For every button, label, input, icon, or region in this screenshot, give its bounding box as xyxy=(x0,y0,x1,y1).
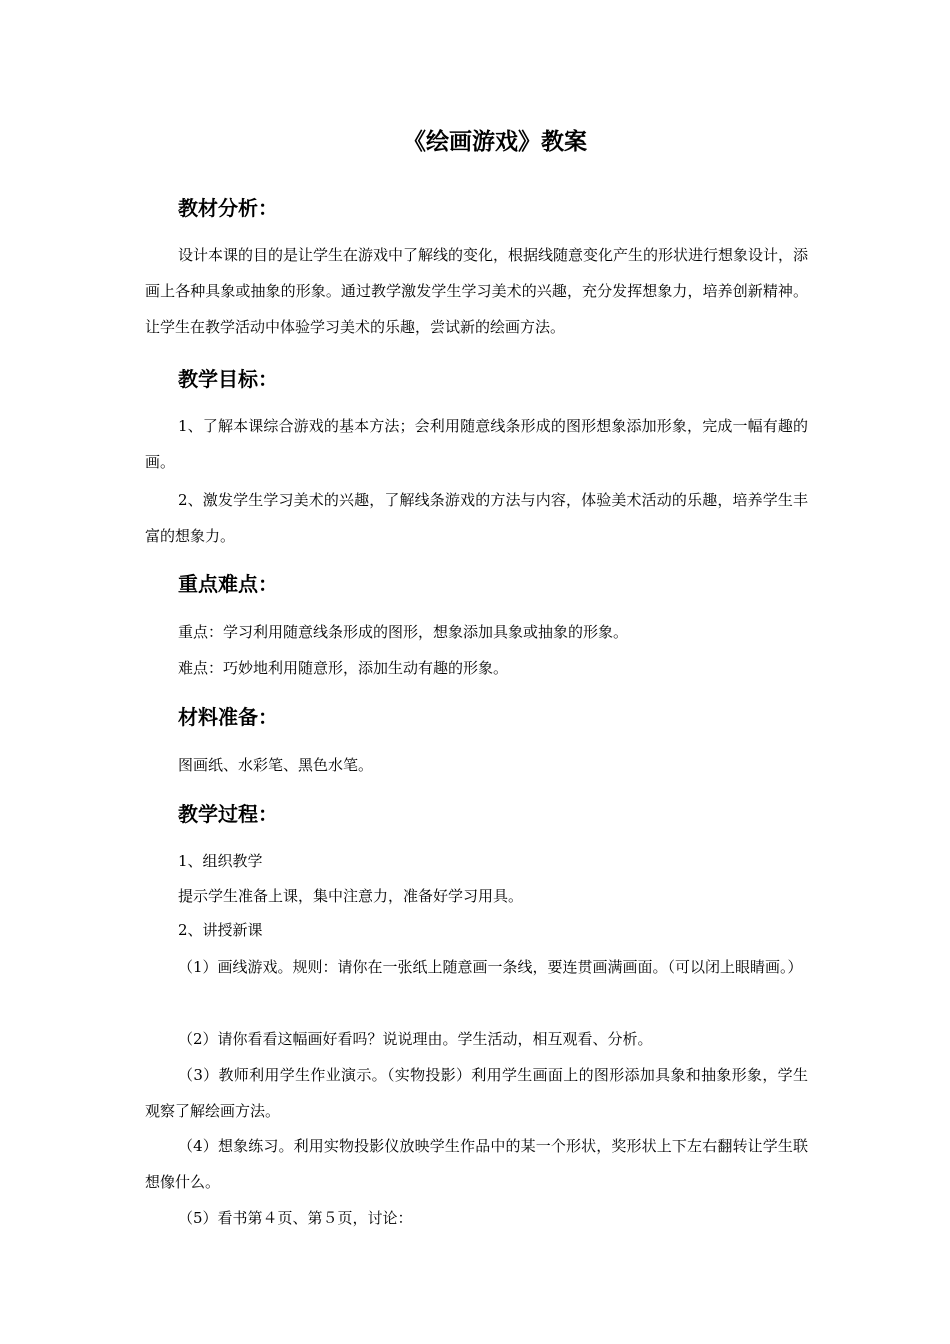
section-heading-analysis: 教材分析： xyxy=(178,196,278,220)
goal-item-1: 1、了解本课综合游戏的基本方法；会利用随意线条形成的图形想象添加形象，完成一幅有趣的画。 xyxy=(145,417,808,471)
process-item-5: （5）看书第４页、第５页，讨论： xyxy=(178,1209,413,1227)
key-point-line: 重点：学习利用随意线条形成的图形，想象添加具象或抽象的形象。 xyxy=(178,623,629,641)
section-heading-process: 教学过程： xyxy=(178,802,278,826)
document-title: 《绘画游戏》教案 xyxy=(403,129,587,155)
materials-line: 图画纸、水彩笔、黑色水笔。 xyxy=(178,756,374,774)
section-heading-materials: 材料准备： xyxy=(178,705,278,729)
process-item-4: （4）想象练习。利用实物投影仪放映学生作品中的某一个形状，奖形状上下左右翻转让学生联想像什么。 xyxy=(145,1137,808,1191)
process-step-1-body: 提示学生准备上课，集中注意力，准备好学习用具。 xyxy=(178,887,524,905)
process-item-1: （1）画线游戏。规则：请你在一张纸上随意画一条线，要连贯画满画面。（可以闭上眼睛画。） xyxy=(178,958,803,976)
process-step-2: 2、讲授新课 xyxy=(178,921,263,939)
difficulty-line: 难点：巧妙地利用随意形，添加生动有趣的形象。 xyxy=(178,659,509,677)
process-item-2: （2）请你看看这幅画好看吗？说说理由。学生活动，相互观看、分析。 xyxy=(178,1030,653,1048)
section-heading-goals: 教学目标： xyxy=(178,367,278,391)
process-item-3: （3）教师利用学生作业演示。（实物投影）利用学生画面上的图形添加具象和抽象形象，学生观察了解绘画方法。 xyxy=(145,1066,808,1120)
process-step-1: 1、组织教学 xyxy=(178,852,263,870)
analysis-paragraph: 设计本课的目的是让学生在游戏中了解线的变化，根据线随意变化产生的形状进行想象设计，添画上各种具象或抽象的形象。通过教学激发学生学习美术的兴趣，充分发挥想象力，培养创新精神。让学生在教学活动中体验学习美术的乐趣，尝试新的绘画方法。 xyxy=(145,246,809,336)
section-heading-keypoints: 重点难点： xyxy=(178,572,278,596)
goal-item-2: 2、激发学生学习美术的兴趣，了解线条游戏的方法与内容，体验美术活动的乐趣，培养学生丰富的想象力。 xyxy=(145,491,808,545)
